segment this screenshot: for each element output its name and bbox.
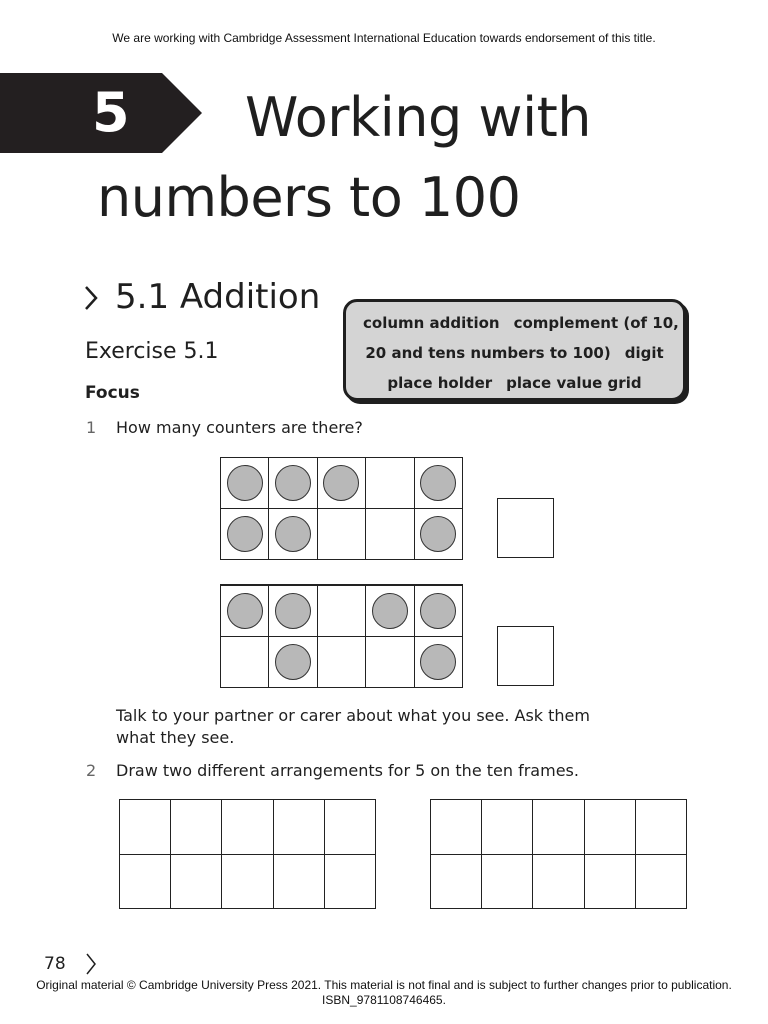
blank-ten-frame-1[interactable] bbox=[119, 799, 376, 909]
frame-cell bbox=[318, 586, 366, 637]
counter bbox=[323, 465, 359, 501]
chevron-right-icon bbox=[84, 951, 98, 977]
frame-cell bbox=[221, 458, 269, 509]
frame-cell[interactable] bbox=[636, 800, 687, 855]
talk-instruction-line1: Talk to your partner or carer about what you see. Ask them bbox=[116, 706, 590, 725]
frame-cell[interactable] bbox=[325, 855, 376, 910]
vocab-term: complement (of 10, bbox=[513, 314, 679, 332]
frame-cell[interactable] bbox=[585, 800, 636, 855]
question-number: 2 bbox=[86, 761, 97, 780]
frame-cell[interactable] bbox=[274, 855, 325, 910]
blank-ten-frame-2[interactable] bbox=[430, 799, 687, 909]
ten-frame-2 bbox=[220, 584, 463, 688]
counter bbox=[420, 516, 456, 552]
frame-cell bbox=[366, 586, 414, 637]
frame-cell[interactable] bbox=[585, 855, 636, 910]
question-text: How many counters are there? bbox=[116, 418, 363, 437]
exercise-title: Exercise 5.1 bbox=[85, 339, 219, 364]
counter bbox=[372, 593, 408, 629]
counter bbox=[227, 593, 263, 629]
frame-cell[interactable] bbox=[171, 800, 222, 855]
counter bbox=[227, 465, 263, 501]
frame-cell bbox=[318, 509, 366, 560]
frame-cell bbox=[269, 458, 317, 509]
endorsement-note: We are working with Cambridge Assessment International Education towards endorsement of this title. bbox=[112, 31, 656, 45]
frame-cell[interactable] bbox=[431, 855, 482, 910]
frame-cell bbox=[269, 586, 317, 637]
counter bbox=[227, 516, 263, 552]
counter bbox=[275, 644, 311, 680]
question-text: Draw two different arrangements for 5 on the ten frames. bbox=[116, 761, 579, 780]
frame-cell bbox=[415, 637, 463, 688]
frame-cell bbox=[366, 509, 414, 560]
frame-cell[interactable] bbox=[120, 800, 171, 855]
footer-copyright: Original material © Cambridge University Press 2021. This material is not final and is subject to further changes prior to publication. bbox=[36, 978, 732, 992]
frame-cell[interactable] bbox=[120, 855, 171, 910]
chevron-right-icon bbox=[82, 284, 100, 312]
frame-cell bbox=[221, 637, 269, 688]
talk-instruction-line2: what they see. bbox=[116, 728, 235, 747]
page-number: 78 bbox=[44, 954, 66, 974]
frame-cell[interactable] bbox=[325, 800, 376, 855]
frame-cell bbox=[318, 458, 366, 509]
frame-cell bbox=[318, 637, 366, 688]
focus-label: Focus bbox=[85, 383, 140, 403]
frame-cell bbox=[269, 637, 317, 688]
frame-cell bbox=[366, 458, 414, 509]
counter bbox=[275, 593, 311, 629]
frame-cell[interactable] bbox=[431, 800, 482, 855]
frame-cell bbox=[269, 509, 317, 560]
frame-cell[interactable] bbox=[482, 800, 533, 855]
chapter-title-line1: Working with bbox=[245, 86, 591, 149]
chapter-number: 5 bbox=[92, 81, 130, 144]
vocab-term: column addition bbox=[363, 314, 500, 332]
vocab-term: place holder bbox=[387, 374, 493, 392]
frame-cell bbox=[415, 509, 463, 560]
frame-cell[interactable] bbox=[482, 855, 533, 910]
frame-cell[interactable] bbox=[222, 855, 273, 910]
counter bbox=[420, 465, 456, 501]
answer-box-1[interactable] bbox=[497, 498, 554, 558]
vocab-term: place value grid bbox=[506, 374, 642, 392]
section-title: 5.1 Addition bbox=[115, 277, 321, 317]
counter bbox=[420, 644, 456, 680]
answer-box-2[interactable] bbox=[497, 626, 554, 686]
frame-cell bbox=[221, 586, 269, 637]
frame-cell[interactable] bbox=[274, 800, 325, 855]
vocab-term: 20 and tens numbers to 100) bbox=[365, 344, 611, 362]
frame-cell[interactable] bbox=[222, 800, 273, 855]
ten-frame-1 bbox=[220, 457, 463, 560]
frame-cell[interactable] bbox=[533, 800, 584, 855]
counter bbox=[420, 593, 456, 629]
footer-text bbox=[0, 978, 768, 1008]
frame-cell[interactable] bbox=[533, 855, 584, 910]
frame-cell bbox=[415, 586, 463, 637]
frame-cell bbox=[366, 637, 414, 688]
frame-cell[interactable] bbox=[636, 855, 687, 910]
frame-cell bbox=[221, 509, 269, 560]
question-number: 1 bbox=[86, 418, 97, 437]
counter bbox=[275, 465, 311, 501]
footer-isbn: ISBN_9781108746465. bbox=[322, 993, 446, 1007]
vocab-term: digit bbox=[624, 344, 664, 362]
frame-cell[interactable] bbox=[171, 855, 222, 910]
frame-cell bbox=[415, 458, 463, 509]
chapter-title-line2: numbers to 100 bbox=[97, 166, 521, 229]
counter bbox=[275, 516, 311, 552]
vocabulary-box bbox=[343, 299, 686, 401]
